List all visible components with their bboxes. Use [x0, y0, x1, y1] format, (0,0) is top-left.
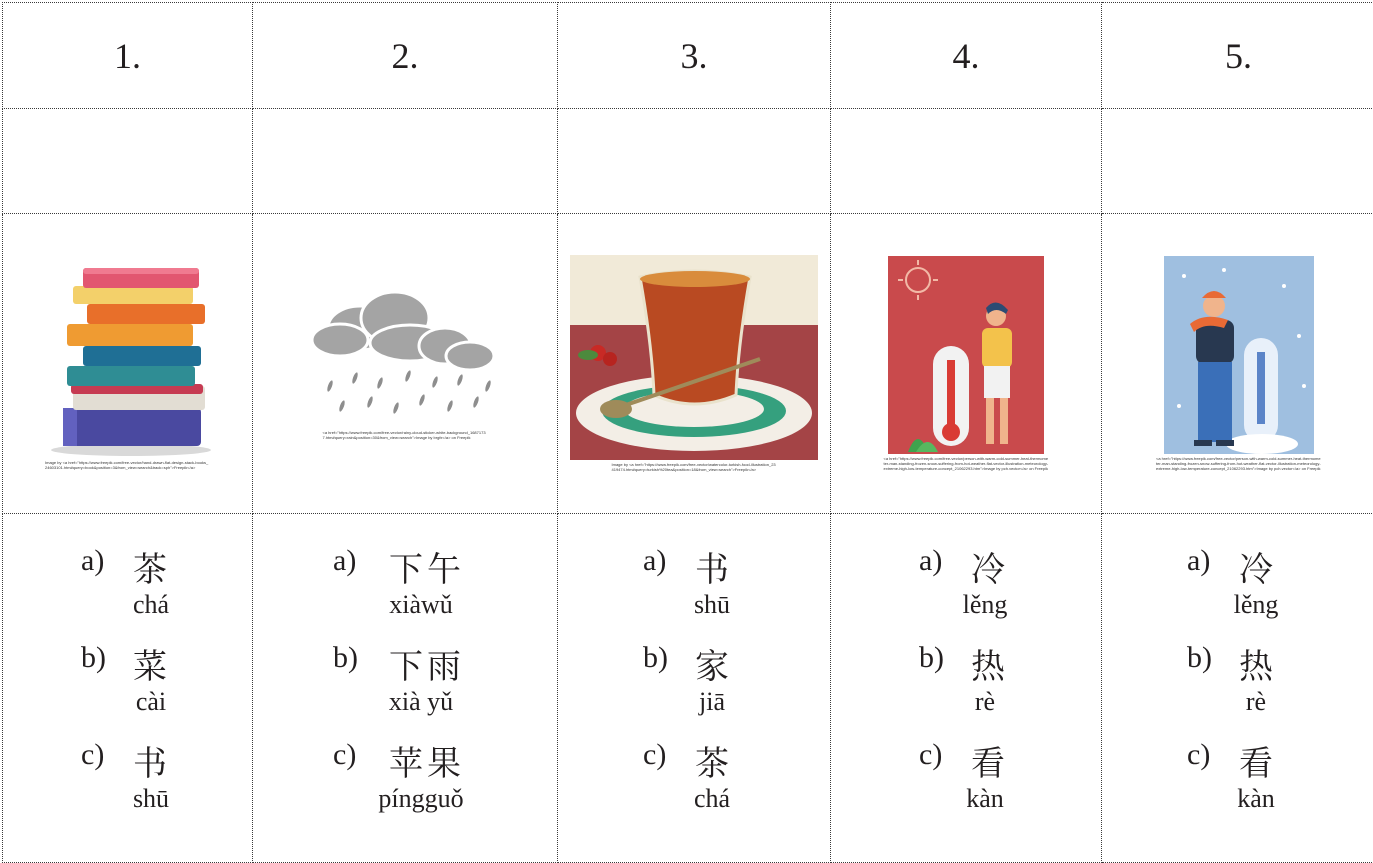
options-row — [3, 514, 1373, 863]
question-number: 4. — [953, 36, 980, 76]
option-hanzi: 茶 — [695, 736, 733, 785]
option-c[interactable] — [831, 738, 1101, 835]
option-a[interactable] — [3, 544, 252, 641]
picture-row — [3, 214, 1373, 514]
option-pinyin: rè — [1186, 687, 1326, 717]
option-letter: a) — [643, 544, 666, 578]
option-pinyin: lěng — [915, 590, 1055, 620]
picture-cell — [3, 214, 253, 514]
number-cell — [3, 3, 253, 109]
option-b[interactable] — [253, 641, 557, 738]
option-letter: c) — [1187, 738, 1210, 772]
option-letter: c) — [81, 738, 104, 772]
option-pinyin: chá — [81, 590, 221, 620]
answer-cell[interactable] — [558, 109, 831, 214]
option-letter: a) — [919, 544, 942, 578]
option-hanzi: 热 — [971, 639, 1009, 688]
option-letter: b) — [1187, 641, 1212, 675]
picture-cell — [253, 214, 558, 514]
option-hanzi: 冷 — [1239, 542, 1277, 591]
answer-row — [3, 109, 1373, 214]
option-pinyin: píngguǒ — [351, 784, 491, 814]
rain-cloud-image — [300, 288, 510, 428]
option-pinyin: chá — [642, 784, 782, 814]
option-c[interactable] — [1102, 738, 1373, 835]
option-hanzi: 菜 — [133, 639, 171, 688]
option-pinyin: shū — [81, 784, 221, 814]
option-b[interactable] — [558, 641, 830, 738]
options-cell — [3, 514, 253, 863]
option-letter: b) — [81, 641, 106, 675]
image-credit: <a href="https://www.freepik.com/free-vector/rainy-cloud-sticker-white-background_16871737.htm#query=rain&position=30&from_view=search">Image by brgfx</a> on Freepik — [323, 430, 488, 440]
picture-cell — [831, 214, 1102, 514]
option-letter: c) — [333, 738, 356, 772]
option-c[interactable] — [253, 738, 557, 835]
options-cell — [831, 514, 1102, 863]
number-row — [3, 3, 1373, 109]
option-letter: a) — [333, 544, 356, 578]
option-hanzi: 冷 — [971, 542, 1009, 591]
number-cell — [253, 3, 558, 109]
image-credit: <a href="https://www.freepik.com/free-vector/person-with-warm-cold-summer-heat-thermometer-man-standing-frozen-snow-suffering-from-hot-weather-flat-vector-illustration-meteorology-extreme-high-low-temperature-concept_21062293.htm">Image by pch.vector</a> on Freepik — [884, 456, 1049, 471]
option-pinyin: shū — [642, 590, 782, 620]
answer-cell[interactable] — [3, 109, 253, 214]
option-letter: c) — [919, 738, 942, 772]
number-cell — [558, 3, 831, 109]
answer-cell[interactable] — [1102, 109, 1373, 214]
option-letter: a) — [1187, 544, 1210, 578]
option-a[interactable] — [558, 544, 830, 641]
option-b[interactable] — [3, 641, 252, 738]
option-letter: b) — [643, 641, 668, 675]
option-b[interactable] — [831, 641, 1101, 738]
option-hanzi: 下雨 — [389, 639, 465, 688]
answer-cell[interactable] — [831, 109, 1102, 214]
option-pinyin: kàn — [1186, 784, 1326, 814]
question-number: 3. — [681, 36, 708, 76]
option-hanzi: 下午 — [389, 542, 465, 591]
options-cell — [558, 514, 831, 863]
stack-of-books-image — [43, 258, 213, 458]
picture-cell — [1102, 214, 1373, 514]
option-hanzi: 苹果 — [389, 736, 465, 785]
number-cell — [1102, 3, 1373, 109]
option-pinyin: xiàwǔ — [351, 590, 491, 620]
options-cell — [1102, 514, 1373, 863]
option-hanzi: 书 — [133, 736, 171, 785]
tea-glass-image — [570, 255, 818, 460]
option-hanzi: 热 — [1239, 639, 1277, 688]
option-a[interactable] — [1102, 544, 1373, 641]
option-pinyin: cài — [81, 687, 221, 717]
options-cell — [253, 514, 558, 863]
question-number: 5. — [1225, 36, 1252, 76]
image-credit: <a href="https://www.freepik.com/free-vector/person-with-warm-cold-summer-heat-thermometer-man-standing-frozen-snow-suffering-from-hot-weather-flat-vector-illustration-meteorology-extreme-high-low-temperature-concept_21062293.htm">Image by pch.vector</a> on Freepik — [1156, 456, 1321, 471]
option-letter: b) — [919, 641, 944, 675]
option-hanzi: 茶 — [133, 542, 171, 591]
picture-cell — [558, 214, 831, 514]
question-number: 1. — [114, 36, 141, 76]
option-letter: c) — [643, 738, 666, 772]
option-pinyin: rè — [915, 687, 1055, 717]
number-cell — [831, 3, 1102, 109]
option-pinyin: xià yǔ — [351, 687, 491, 717]
hot-weather-image — [888, 256, 1044, 454]
option-pinyin: jiā — [642, 687, 782, 717]
question-number: 2. — [392, 36, 419, 76]
option-letter: b) — [333, 641, 358, 675]
option-pinyin: lěng — [1186, 590, 1326, 620]
option-a[interactable] — [253, 544, 557, 641]
option-pinyin: kàn — [915, 784, 1055, 814]
option-c[interactable] — [558, 738, 830, 835]
image-credit: Image by <a href="https://www.freepik.com/free-vector/watercolor-turkish-food-illustration_23419474.htm#query=turkish%20tea&position=18&from_view=search">Freepik</a> — [612, 462, 777, 472]
option-hanzi: 家 — [695, 639, 733, 688]
quiz-table — [2, 2, 1373, 863]
option-a[interactable] — [831, 544, 1101, 641]
image-credit: Image by <a href="https://www.freepik.com/free-vector/hand-drawn-flat-design-stack-books_24603101.htm#query=book&position=3&from_view=search&track=sph">Freepik</a> — [45, 460, 210, 470]
option-hanzi: 看 — [971, 736, 1009, 785]
option-letter: a) — [81, 544, 104, 578]
option-hanzi: 看 — [1239, 736, 1277, 785]
option-c[interactable] — [3, 738, 252, 835]
option-hanzi: 书 — [695, 542, 733, 591]
cold-weather-image — [1164, 256, 1314, 454]
option-b[interactable] — [1102, 641, 1373, 738]
answer-cell[interactable] — [253, 109, 558, 214]
